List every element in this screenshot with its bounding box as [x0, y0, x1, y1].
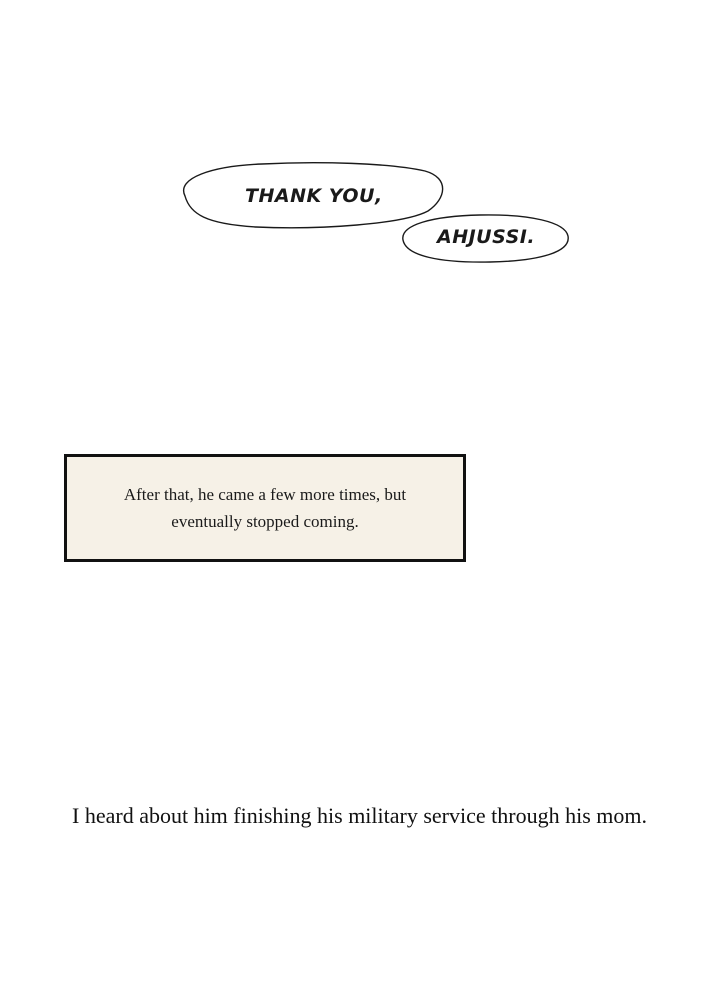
narration-text: I heard about him finishing his military service through his mom.	[72, 803, 647, 828]
caption-text: After that, he came a few more times, but eventually stopped coming.	[123, 485, 407, 531]
speech-bubble-text-thank-you: THANK YOU,	[245, 185, 383, 207]
caption-box	[64, 454, 466, 562]
speech-bubbles-layer	[0, 0, 719, 300]
speech-bubble-text-ahjussi: AHJUSSI.	[437, 226, 536, 248]
